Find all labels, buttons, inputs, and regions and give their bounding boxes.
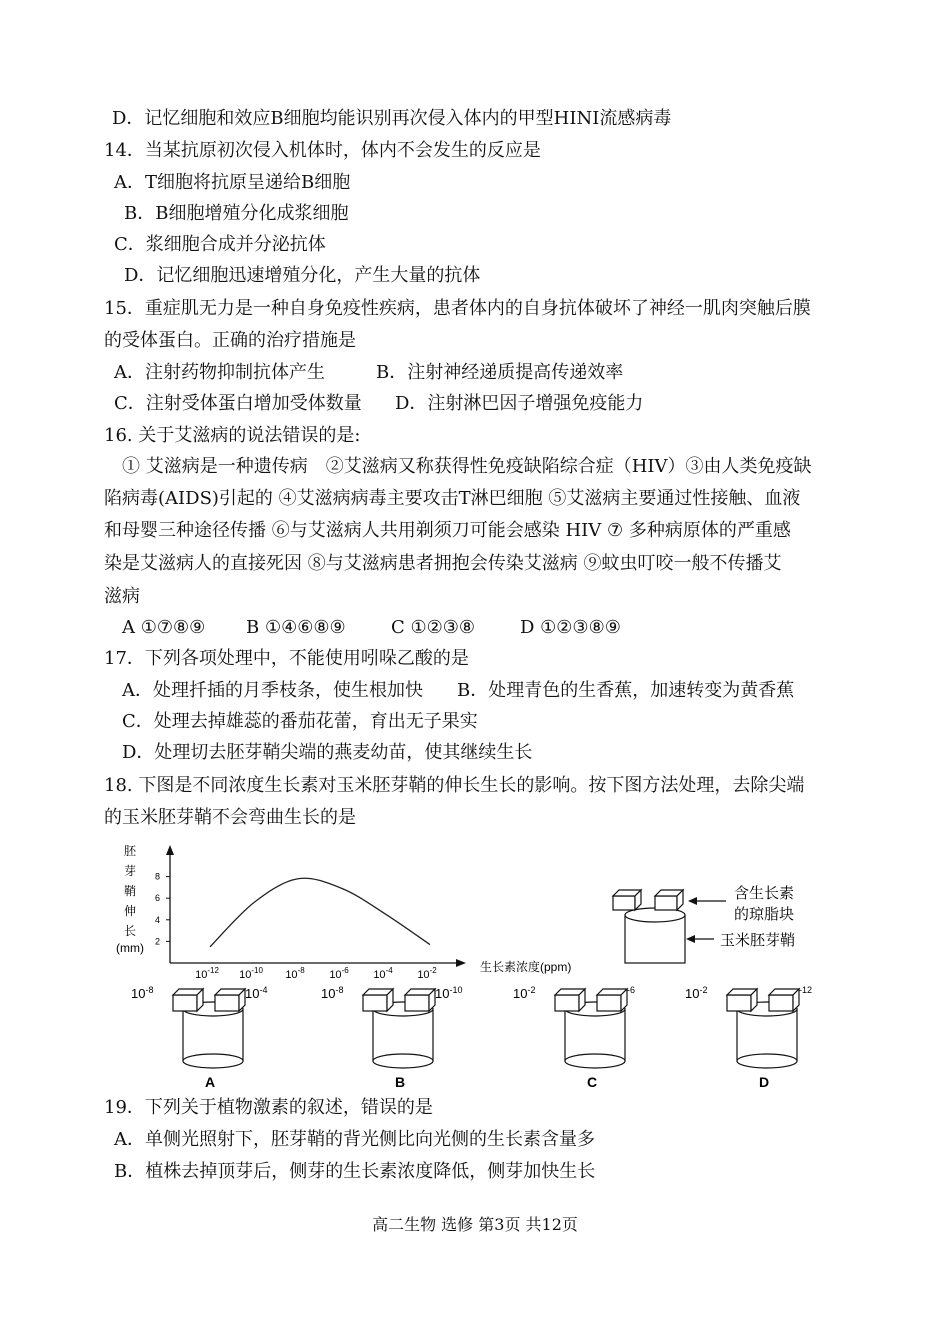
option-left-concentration: $10^{-2}$ [685, 985, 708, 1001]
y-axis-label-char: 芽 [123, 864, 137, 878]
page-footer: 高二生物 选修 第3页 共12页 [372, 1215, 578, 1234]
q16-option-a: A ①⑦⑧⑨ [122, 617, 206, 638]
coleoptile-body [565, 1009, 625, 1061]
y-tick-label: 2 [154, 936, 160, 947]
q19-option-a: A．单侧光照射下，胚芽鞘的背光侧比向光侧的生长素含量多 [114, 1129, 595, 1150]
q15-option-d: D．注射淋巴因子增强免疫能力 [395, 393, 644, 414]
q18-stem-line2: 的玉米胚芽鞘不会弯曲生长的是 [104, 807, 356, 828]
option-right-concentration: $10^{-10}$ [435, 985, 463, 1001]
y-axis-label-char: 长 [123, 924, 137, 938]
option-left-concentration: $10^{-2}$ [513, 985, 536, 1001]
coleoptile-base [183, 1054, 243, 1068]
option-diagram-c [513, 985, 635, 1090]
y-axis-label-char: 胚 [123, 844, 137, 858]
coleoptile-body [373, 1009, 433, 1061]
option-letter: D [759, 1074, 770, 1090]
q14-option-a: A．T细胞将抗原呈递给B细胞 [114, 172, 351, 193]
x-tick-label: $10^{-12}$ [195, 966, 219, 981]
x-tick-label: $10^{-4}$ [373, 966, 393, 981]
q16-statements-line5: 滋病 [104, 586, 140, 607]
agar-block [727, 995, 751, 1011]
x-axis-arrow [456, 959, 466, 967]
option-left-concentration: $10^{-8}$ [321, 985, 344, 1001]
coleoptile-base [565, 1054, 625, 1068]
x-tick-label: $10^{-2}$ [417, 966, 437, 981]
q18-figure [0, 835, 950, 1105]
option-letter: C [587, 1074, 598, 1090]
legend-seedling-label: 玉米胚芽鞘 [720, 932, 796, 949]
q15-stem-line2: 的受体蛋白。正确的治疗措施是 [104, 330, 356, 351]
option-letter: A [205, 1074, 216, 1090]
q18-stem-line1: 18. 下图是不同浓度生长素对玉米胚芽鞘的伸长生长的影响。按下图方法处理，去除尖端 [104, 775, 805, 796]
legend-block-label-line1: 含生长素 [734, 885, 795, 902]
q13-option-d: D．记忆细胞和效应B细胞均能识别再次侵入体内的甲型HINI流感病毒 [112, 108, 672, 129]
q16-option-d: D ①②③⑧⑨ [520, 617, 621, 638]
growth-curve [210, 878, 430, 947]
option-left-concentration: $10^{-8}$ [131, 985, 154, 1001]
y-axis-arrow [166, 845, 174, 855]
q14-option-b: B．B细胞增殖分化成浆细胞 [124, 203, 349, 224]
q16-statements-line3: 和母婴三种途径传播 ⑥与艾滋病人共用剃须刀可能会感染 HIV ⑦ 多种病原体的严重感 [104, 520, 791, 541]
q14-option-d: D．记忆细胞迅速增殖分化，产生大量的抗体 [124, 265, 481, 286]
agar-block [405, 995, 429, 1011]
x-tick-label: $10^{-8}$ [285, 966, 305, 981]
y-tick-label: 6 [154, 893, 160, 904]
option-letter: B [395, 1074, 406, 1090]
q17-option-d: D．处理切去胚芽鞘尖端的燕麦幼苗，使其继续生长 [122, 742, 533, 763]
agar-block [173, 995, 197, 1011]
agar-block [363, 995, 387, 1011]
q16-statements-line2: 陷病毒(AIDS)引起的 ④艾滋病病毒主要攻击T淋巴细胞 ⑤艾滋病主要通过性接触、血液 [104, 488, 801, 509]
agar-block [215, 995, 239, 1011]
y-axis-label-char: (mm) [116, 941, 144, 955]
coleoptile-base [737, 1054, 797, 1068]
option-diagram-a [131, 985, 267, 1090]
q14-stem: 14．当某抗原初次侵入机体时，体内不会发生的反应是 [104, 140, 541, 161]
q17-option-c: C．处理去掉雄蕊的番茄花蕾，育出无子果实 [122, 711, 478, 732]
agar-block [597, 995, 621, 1011]
x-tick-label: $10^{-10}$ [239, 966, 263, 981]
q17-option-b: B．处理青色的生香蕉，加速转变为黄香蕉 [457, 680, 795, 701]
option-right-concentration: -12 [799, 985, 813, 995]
y-axis-label-char: 鞘 [123, 884, 137, 898]
legend-diagram [613, 890, 726, 963]
y-tick-label: 4 [154, 914, 160, 925]
agar-block [555, 995, 579, 1011]
q16-option-c: C ①②③⑧ [391, 617, 476, 638]
x-tick-label: $10^{-6}$ [329, 966, 349, 981]
y-axis-label-char: 伸 [123, 904, 137, 918]
q16-stem: 16. 关于艾滋病的说法错误的是: [104, 425, 361, 446]
coleoptile-body [183, 1009, 243, 1061]
option-right-concentration: $10^{-4}$ [245, 985, 268, 1001]
q19-stem: 19．下列关于植物激素的叙述，错误的是 [104, 1097, 433, 1118]
agar-block [769, 995, 793, 1011]
option-diagram-b [321, 985, 462, 1090]
q15-option-b: B．注射神经递质提高传递效率 [376, 362, 624, 383]
q19-option-b: B．植株去掉顶芽后，侧芽的生长素浓度降低，侧芽加快生长 [114, 1161, 596, 1182]
y-tick-label: 8 [154, 871, 160, 882]
legend-block-label-line2: 的琼脂块 [734, 906, 795, 923]
q16-statements-line1: ① 艾滋病是一种遗传病 ②艾滋病又称获得性免疫缺陷综合症（HIV）③由人类免疫缺 [122, 456, 812, 477]
x-axis-label: 生长素浓度(ppm) [480, 960, 572, 974]
option-diagram-d [685, 985, 812, 1090]
coleoptile-body [737, 1009, 797, 1061]
option-right-concentration: -6 [627, 985, 636, 995]
q15-option-a: A．注射药物抑制抗体产生 [114, 362, 325, 383]
y-axis-label [116, 844, 144, 955]
q16-option-b: B ①④⑥⑧⑨ [246, 617, 346, 638]
q16-statements-line4: 染是艾滋病人的直接死因 ⑧与艾滋病患者拥抱会传染艾滋病 ⑨蚊虫叮咬一般不传播艾 [104, 553, 782, 574]
q15-stem-line1: 15．重症肌无力是一种自身免疫性疾病，患者体内的自身抗体破坏了神经一肌肉突触后膜 [104, 298, 811, 319]
q17-option-a: A．处理扦插的月季枝条，使生根加快 [122, 680, 423, 701]
q17-stem: 17．下列各项处理中，不能使用吲哚乙酸的是 [104, 648, 469, 669]
q15-option-c: C．注射受体蛋白增加受体数量 [114, 393, 362, 414]
coleoptile-base [373, 1054, 433, 1068]
q14-option-c: C．浆细胞合成并分泌抗体 [114, 234, 326, 255]
